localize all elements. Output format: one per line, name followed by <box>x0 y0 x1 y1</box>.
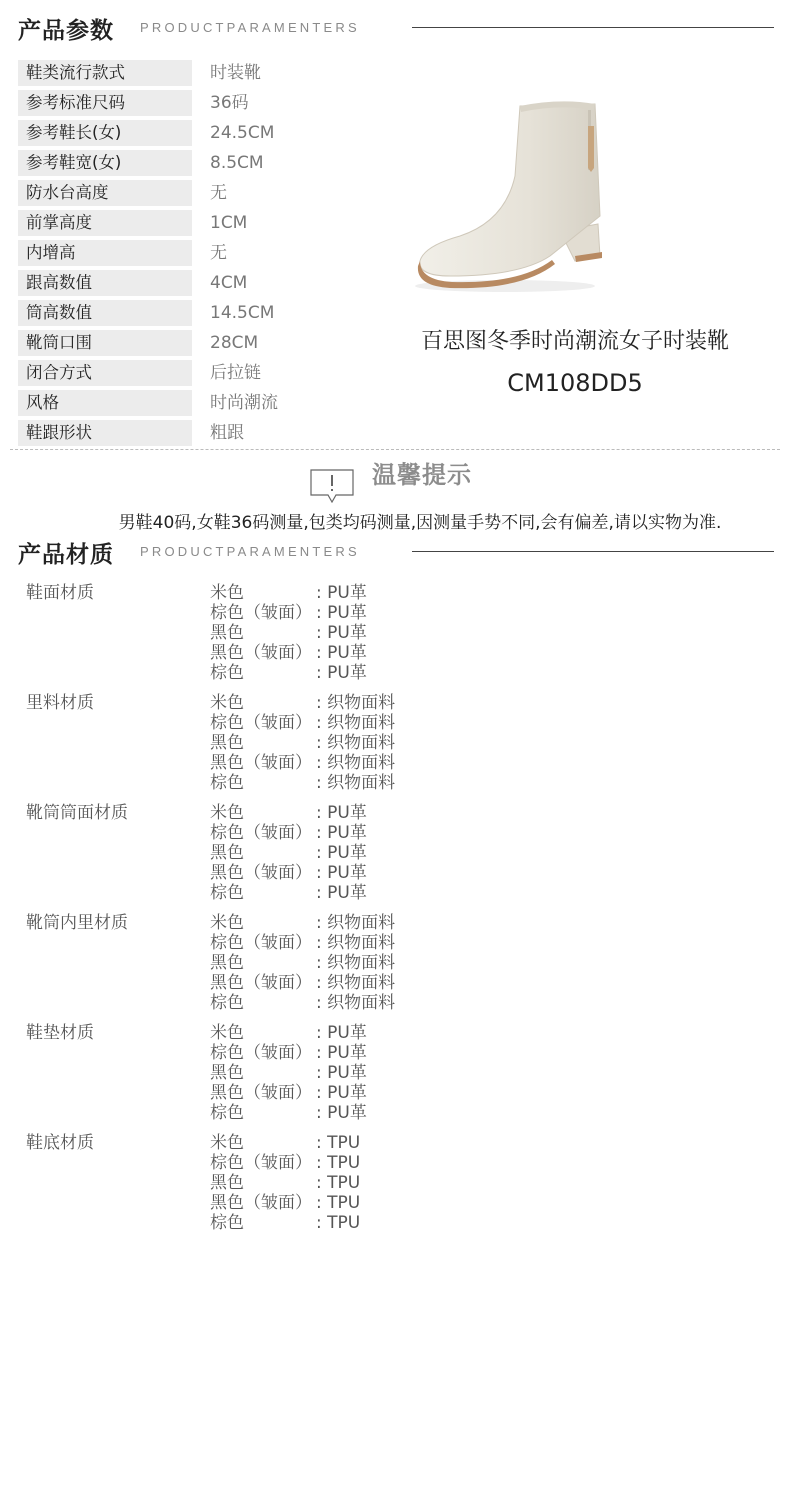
material-color: 黑色（皱面） <box>210 973 312 993</box>
spec-value: 粗跟 <box>210 423 244 443</box>
material-color: 棕色（皱面） <box>210 823 312 843</box>
material-section-title: 产品材质 <box>18 542 114 568</box>
material-value: : PU革 <box>316 803 367 823</box>
material-item <box>210 973 395 993</box>
dashed-divider <box>10 449 780 450</box>
spec-key: 鞋跟形状 <box>18 420 192 446</box>
material-value: : 织物面料 <box>316 773 396 793</box>
material-color: 黑色（皱面） <box>210 753 312 773</box>
material-item <box>210 1023 367 1043</box>
material-table <box>0 583 790 1243</box>
material-item <box>210 1153 360 1173</box>
material-color: 米色 <box>210 1023 244 1043</box>
material-value: : 织物面料 <box>316 693 396 713</box>
spec-row <box>18 58 348 88</box>
material-color: 棕色 <box>210 663 244 683</box>
material-color: 米色 <box>210 913 244 933</box>
material-group-label: 鞋面材质 <box>26 583 94 603</box>
spec-row <box>18 298 348 328</box>
material-value: : PU革 <box>316 1063 367 1083</box>
material-section-header <box>0 530 790 570</box>
material-value: : PU革 <box>316 1103 367 1123</box>
material-group-label: 鞋底材质 <box>26 1133 94 1153</box>
material-value: : PU革 <box>316 1023 367 1043</box>
spec-row <box>18 178 348 208</box>
material-item <box>210 1173 360 1193</box>
material-color: 棕色（皱面） <box>210 1043 312 1063</box>
spec-row <box>18 418 348 448</box>
material-value: : TPU <box>316 1133 361 1153</box>
material-item <box>210 823 367 843</box>
material-item <box>210 693 395 713</box>
spec-table <box>18 58 348 448</box>
spec-section-header <box>0 6 790 46</box>
material-group-label: 里料材质 <box>26 693 94 713</box>
material-item <box>210 1043 367 1063</box>
material-color: 米色 <box>210 803 244 823</box>
material-item <box>210 713 395 733</box>
spec-value: 无 <box>210 183 227 203</box>
material-value: : PU革 <box>316 603 367 623</box>
spec-row <box>18 328 348 358</box>
spec-row <box>18 88 348 118</box>
spec-key: 筒高数值 <box>18 300 192 326</box>
material-value: : 织物面料 <box>316 713 396 733</box>
spec-key: 靴筒口围 <box>18 330 192 356</box>
material-value: : PU革 <box>316 883 367 903</box>
section-divider <box>412 27 774 28</box>
spec-key: 前掌高度 <box>18 210 192 236</box>
spec-value: 后拉链 <box>210 363 261 383</box>
spec-row <box>18 268 348 298</box>
spec-key: 内增高 <box>18 240 192 266</box>
material-item <box>210 883 367 903</box>
spec-key: 鞋类流行款式 <box>18 60 192 86</box>
material-value: : 织物面料 <box>316 933 396 953</box>
material-item <box>210 1193 360 1213</box>
ankle-boot-icon <box>410 96 610 296</box>
spec-row <box>18 238 348 268</box>
material-group <box>0 913 790 1023</box>
section-divider <box>412 551 774 552</box>
material-value: : TPU <box>316 1193 361 1213</box>
material-value: : 织物面料 <box>316 953 396 973</box>
material-color: 黑色 <box>210 733 244 753</box>
material-item <box>210 1083 367 1103</box>
material-item <box>210 1103 367 1123</box>
spec-value: 28CM <box>210 333 259 353</box>
material-item <box>210 583 367 603</box>
material-color: 棕色 <box>210 993 244 1013</box>
material-item <box>210 773 395 793</box>
material-item <box>210 623 367 643</box>
material-value: : PU革 <box>316 1083 367 1103</box>
material-color: 棕色 <box>210 1213 244 1233</box>
material-color: 棕色（皱面） <box>210 603 312 623</box>
material-color: 棕色（皱面） <box>210 1153 312 1173</box>
notice-bubble-icon <box>310 469 354 503</box>
material-item <box>210 913 395 933</box>
spec-section-subtitle: PRODUCTPARAMENTERS <box>140 20 360 35</box>
material-group <box>0 1133 790 1243</box>
material-color: 黑色（皱面） <box>210 1193 312 1213</box>
material-item <box>210 863 367 883</box>
spec-value: 24.5CM <box>210 123 275 143</box>
spec-row <box>18 148 348 178</box>
material-value: : 织物面料 <box>316 993 396 1013</box>
material-value: : 织物面料 <box>316 913 396 933</box>
material-color: 棕色 <box>210 883 244 903</box>
material-group <box>0 693 790 803</box>
material-color: 黑色（皱面） <box>210 863 312 883</box>
material-value: : PU革 <box>316 663 367 683</box>
spec-row <box>18 388 348 418</box>
material-item <box>210 733 395 753</box>
material-group <box>0 1023 790 1133</box>
notice-title: 温馨提示 <box>372 461 472 489</box>
material-value: : PU革 <box>316 623 367 643</box>
material-item <box>210 1213 360 1233</box>
spec-value: 14.5CM <box>210 303 275 323</box>
material-color: 棕色（皱面） <box>210 933 312 953</box>
spec-key: 防水台高度 <box>18 180 192 206</box>
material-item <box>210 753 395 773</box>
material-color: 米色 <box>210 693 244 713</box>
material-color: 棕色 <box>210 773 244 793</box>
product-name: 百思图冬季时尚潮流女子时装靴 <box>420 329 729 354</box>
spec-value: 8.5CM <box>210 153 264 173</box>
spec-value: 1CM <box>210 213 248 233</box>
spec-key: 跟高数值 <box>18 270 192 296</box>
material-item <box>210 663 367 683</box>
material-value: : PU革 <box>316 863 367 883</box>
material-value: : PU革 <box>316 643 367 663</box>
material-color: 黑色 <box>210 843 244 863</box>
spec-key: 参考标准尺码 <box>18 90 192 116</box>
material-color: 黑色 <box>210 953 244 973</box>
spec-row <box>18 208 348 238</box>
spec-value: 4CM <box>210 273 248 293</box>
spec-row <box>18 118 348 148</box>
material-value: : PU革 <box>316 823 367 843</box>
spec-key: 参考鞋长(女) <box>18 120 192 146</box>
material-value: : PU革 <box>316 583 367 603</box>
material-value: : PU革 <box>316 843 367 863</box>
material-color: 黑色（皱面） <box>210 1083 312 1103</box>
material-color: 黑色 <box>210 623 244 643</box>
material-value: : 织物面料 <box>316 733 396 753</box>
material-value: : 织物面料 <box>316 753 396 773</box>
spec-value: 时装靴 <box>210 63 261 83</box>
material-item <box>210 1063 367 1083</box>
material-item <box>210 643 367 663</box>
spec-value: 36码 <box>210 93 249 113</box>
material-color: 米色 <box>210 583 244 603</box>
material-value: : 织物面料 <box>316 973 396 993</box>
spec-value: 时尚潮流 <box>210 393 278 413</box>
material-group-label: 靴筒筒面材质 <box>26 803 128 823</box>
notice-text: 男鞋40码,女鞋36码测量,包类均码测量,因测量手势不同,会有偏差,请以实物为准. <box>118 513 722 533</box>
material-group <box>0 583 790 693</box>
material-value: : TPU <box>316 1153 361 1173</box>
spec-section-title: 产品参数 <box>18 18 114 44</box>
material-group-label: 鞋垫材质 <box>26 1023 94 1043</box>
spec-key: 风格 <box>18 390 192 416</box>
spec-key: 参考鞋宽(女) <box>18 150 192 176</box>
material-value: : TPU <box>316 1213 361 1233</box>
material-item <box>210 1133 360 1153</box>
material-item <box>210 843 367 863</box>
material-item <box>210 933 395 953</box>
material-item <box>210 603 367 623</box>
material-color: 黑色 <box>210 1173 244 1193</box>
material-color: 棕色（皱面） <box>210 713 312 733</box>
material-value: : PU革 <box>316 1043 367 1063</box>
material-group <box>0 803 790 913</box>
material-section-subtitle: PRODUCTPARAMENTERS <box>140 544 360 559</box>
material-color: 黑色 <box>210 1063 244 1083</box>
material-item <box>210 803 367 823</box>
spec-key: 闭合方式 <box>18 360 192 386</box>
material-group-label: 靴筒内里材质 <box>26 913 128 933</box>
spec-value: 无 <box>210 243 227 263</box>
material-value: : TPU <box>316 1173 361 1193</box>
spec-row <box>18 358 348 388</box>
material-color: 米色 <box>210 1133 244 1153</box>
material-color: 黑色（皱面） <box>210 643 312 663</box>
material-item <box>210 953 395 973</box>
material-item <box>210 993 395 1013</box>
product-model: CM108DD5 <box>507 369 643 397</box>
material-color: 棕色 <box>210 1103 244 1123</box>
